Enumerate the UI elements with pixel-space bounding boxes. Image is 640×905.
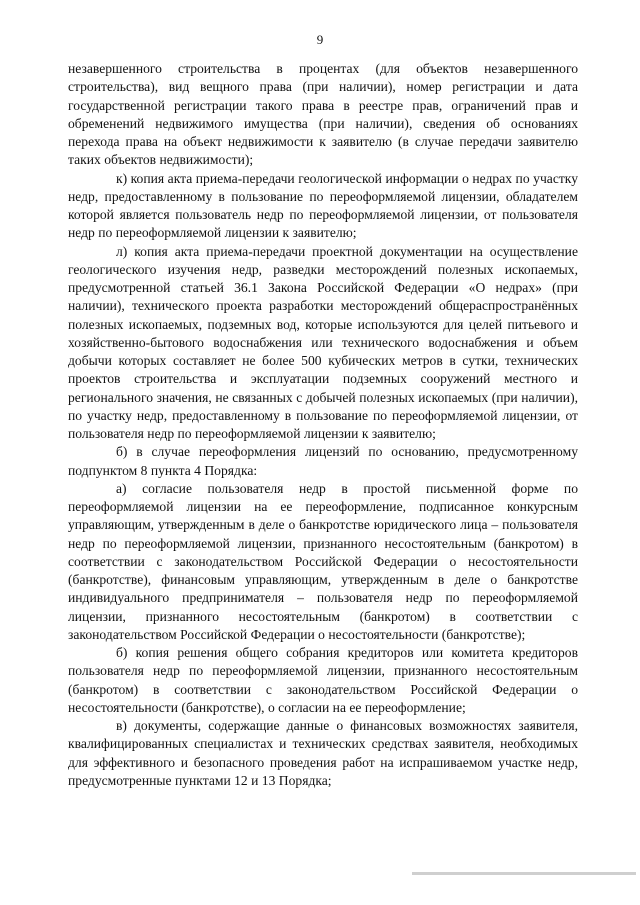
- paragraph-item-b-heading: б) в случае переоформления лицензий по основанию, предусмотренному подпунктом 8 пункта 4 Порядка:: [68, 444, 578, 478]
- scan-edge-mark: [412, 872, 636, 875]
- paragraph-item-k: к) копия акта приема-передачи геологической информации о недрах по участку недр, предоставленному в пользование по переоформляемой лицензии, обладателем которой является пользователь недр по переоформляемой лицензии, от пользователя недр по переоформляемой лицензии к заявителю;: [68, 170, 578, 241]
- paragraph-subitem-v: в) документы, содержащие данные о финансовых возможностях заявителя, квалифицированных специалистах и технических средствах заявителя, необходимых для эффективного и безопасного проведения работ на испрашиваемом участке недр, предусмотренные пунктами 12 и 13 Порядка;: [68, 718, 578, 788]
- paragraph-subitem-a: а) согласие пользователя недр в простой письменной форме по переоформляемой лицензии на ее переоформление, подписанное конкурсным управляющим, утвержденным в деле о банкротстве юридического лица – пользователя недр по переоформляемой лицензии, признанного несостоятельным (банкротом) в соответствии с законодательством Российской Федерации о несостоятельности (банкротстве), финансовым управляющим, утвержденным в деле о банкротстве индивидуального предпринимателя – пользователя недр по переоформляемой лицензии, признанного несостоятельным (банкротом) в соответствии с законодательством Российской Федерации о несостоятельности (банкротстве);: [68, 480, 578, 642]
- page-number: 9: [316, 32, 324, 47]
- document-body: [68, 60, 578, 790]
- paragraph-subitem-b: б) копия решения общего собрания кредиторов или комитета кредиторов пользователя недр по переоформляемой лицензии, признанного несостоятельным (банкротом) в соответствии с законодательством Российской Федерации о несостоятельности (банкротстве), о согласии на ее переоформление;: [68, 645, 578, 715]
- paragraph-continuation: незавершенного строительства в процентах (для объектов незавершенного строительства), вид вещного права (при наличии), номер регистрации и дата государственной регистрации такого права в реестре прав, ограничений прав и обременений недвижимого имущества (при наличии), сведения об основаниях перехода права на объект недвижимости к заявителю (в случае передачи заявителю таких объектов недвижимости);: [68, 61, 578, 168]
- paragraph-item-l: л) копия акта приема-передачи проектной документации на осуществление геологического изучения недр, разведки месторождений полезных ископаемых, предусмотренной статьей 36.1 Закона Российской Федерации «О недрах» (при наличии), технического проекта разработки месторождений общераспространённых полезных ископаемых, подземных вод, которые используются для целей питьевого и хозяйственно-бытового водоснабжения или технического водоснабжения и объем добычи которых составляет не более 500 кубических метров в сутки, технических проектов строительства и эксплуатации подземных сооружений местного и регионального значения, не связанных с добычей полезных ископаемых (при наличии), по участку недр, предоставленному в пользование по переоформляемой лицензии, от пользователя недр по переоформляемой лицензии к заявителю;: [68, 243, 578, 441]
